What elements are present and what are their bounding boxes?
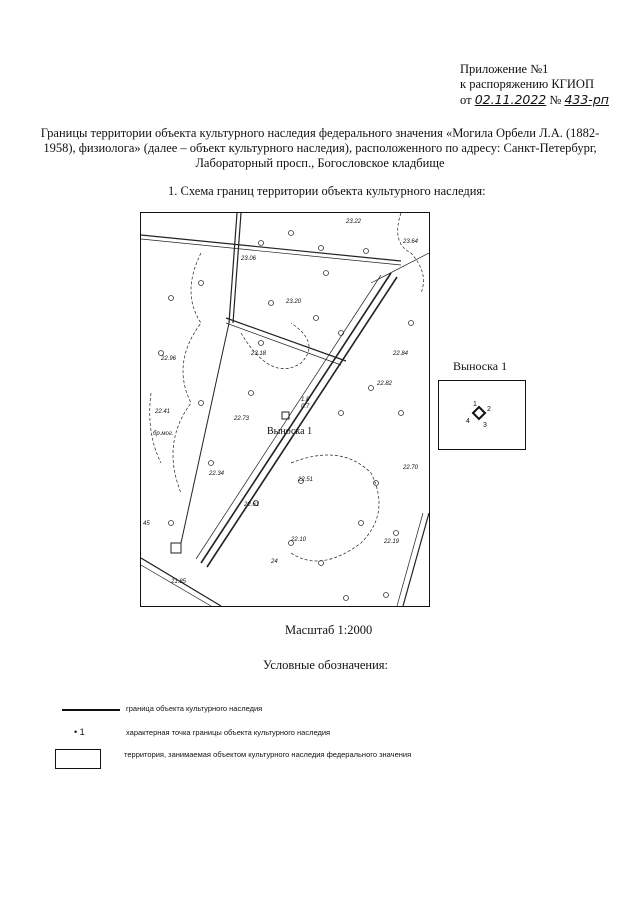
map-height-16: 21.85 [171,579,187,585]
map-label-grave: бр.мог. [153,431,174,437]
appendix-date: 02.11.2022 [474,92,547,107]
map-height-13: 22.61 [244,502,260,508]
map-height-4: 23.18 [251,351,267,357]
callout-point-2: 2 [487,406,491,413]
map-height-18: 1.8 [301,397,310,403]
boundary-map [140,212,430,607]
appendix-line-3 [460,92,609,108]
map-height-5: 22.96 [161,356,177,362]
appendix-date-prefix: от [460,93,472,107]
map-height-2: 23.06 [241,256,257,262]
legend-boundary-line [62,709,120,711]
legend-title: Условные обозначения: [263,658,389,672]
appendix-line-1: Приложение №1 [460,62,549,76]
map-height-17: 23.64 [403,239,419,245]
callout-drawing [439,381,525,449]
map-height-8: 22.41 [155,409,171,415]
legend-item-boundary: граница объекта культурного наследия [126,704,263,713]
map-height-6: 22.84 [393,351,409,357]
appendix-number: 433-рп [564,92,609,107]
map-height-20: 24 [271,559,278,565]
map-drawing [141,213,429,606]
map-height-3: 23.20 [286,299,302,305]
map-scale: Масштаб 1:2000 [285,623,373,637]
appendix-block [460,62,609,108]
legend-territory-rect [55,749,101,769]
legend-item-territory: территория, занимаемая объектом культурного наследия федерального значения [124,750,412,759]
map-height-15: 22.19 [384,539,400,545]
legend-point-symbol: • 1 [74,727,85,737]
map-height-12: 22.70 [403,465,419,471]
document-title: Границы территории объекта культурного наследия федерального значения «Могила Орбели Л.А. (1882-1958), физиолога» (далее – объект культурного наследия), расположенного по адресу: Санкт-Петербург, Лабораторный просп., Богословское кладбище [40,126,600,170]
scheme-heading: 1. Схема границ территории объекта культурного наследия: [168,184,486,198]
map-callout-label: Выноска 1 [267,426,313,437]
callout-point-3: 3 [483,422,487,429]
callout-point-1: 1 [473,401,477,408]
map-height-19: 0.7 [301,404,310,410]
callout-point-4: 4 [466,418,470,425]
map-height-11: 22.51 [298,477,314,483]
map-height-7: 22.82 [377,381,393,387]
legend-item-point: характерная точка границы объекта культурного наследия [126,728,331,737]
map-height-1: 23.22 [346,219,362,225]
appendix-line-2: к распоряжению КГИОП [460,77,594,91]
map-height-21: 45 [143,521,150,527]
map-height-10: 22.34 [209,471,225,477]
appendix-number-prefix: № [549,93,562,107]
map-height-14: 22.10 [291,537,307,543]
map-height-9: 22.73 [234,416,250,422]
callout-box [438,380,526,450]
callout-label: Выноска 1 [453,359,508,373]
